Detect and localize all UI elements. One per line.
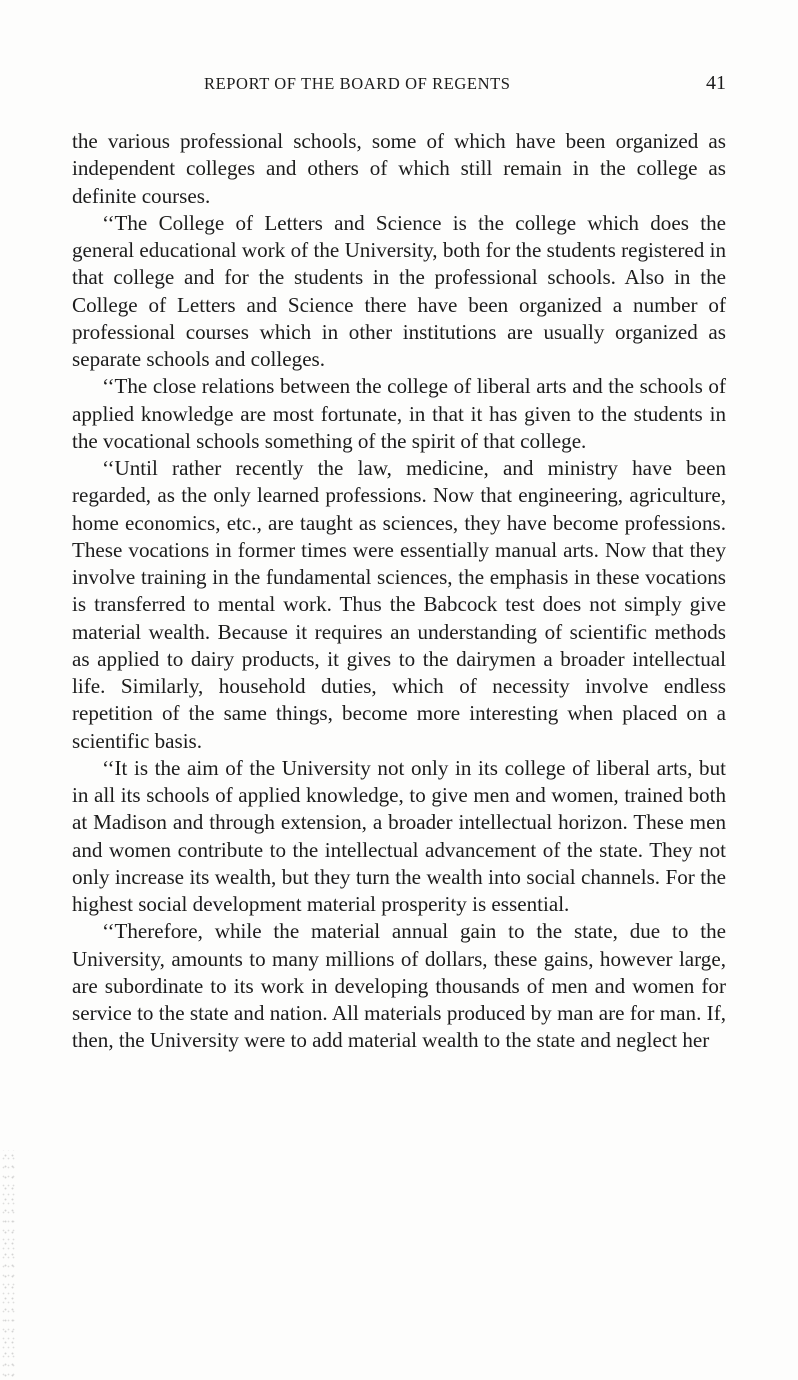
paragraph-material-gain: ‘‘Therefore, while the material annual gain to the state, due to the University, amounts to many millions of dollars, these gains, however large, are subordinate to its work in developing thousands of men and women for service to the state and nation. All materials produced by man are for man. If, then, the University were to add material wealth to the state and neglect her <box>72 919 726 1053</box>
page-number: 41 <box>706 72 726 94</box>
paragraph-continuation: the various professional schools, some of which have been organized as independent colleges and others of which still remain in the college as definite courses. <box>72 129 726 208</box>
page-header <box>70 74 726 104</box>
body-text <box>72 128 726 1055</box>
margin-speckle-texture <box>0 1150 16 1380</box>
paragraph-letters-and-science: ‘‘The College of Letters and Science is the college which does the general educational work of the University, both for the students registered in that college and for the students in the professional schools. Also in the College of Letters and Science there have been organized a number of professional courses which in other institutions are usually organized as separate schools and colleges. <box>72 210 726 371</box>
running-head: REPORT OF THE BOARD OF REGENTS <box>204 74 511 93</box>
paragraph-university-aim: ‘‘It is the aim of the University not only in its college of liberal arts, but in all its schools of applied knowledge, to give men and women, trained both at Madison and through extension, a broader intellectual horizon. These men and women contribute to the intellectual advancement of the state. They not only increase its wealth, but they turn the wealth into social channels. For the highest social development material prosperity is essential. <box>72 755 726 916</box>
paragraph-learned-professions: ‘‘Until rather recently the law, medicine, and ministry have been regarded, as the only learned professions. Now that engineering, agriculture, home economics, etc., are taught as sciences, they have become professions. These vocations in former times were essentially manual arts. Now that they involve training in the fundamental sciences, the emphasis in these vocations is transferred to mental work. Thus the Babcock test does not simply give material wealth. Because it requires an understanding of scientific methods as applied to dairy products, it gives to the dairymen a broader intellectual life. Similarly, household duties, which of necessity involve endless repetition of the same things, become more interesting when placed on a scientific basis. <box>72 456 726 753</box>
paragraph-liberal-arts: ‘‘The close relations between the college of liberal arts and the schools of applied knowledge are most fortunate, in that it has given to the students in the vocational schools something of the spirit of that college. <box>72 374 726 453</box>
